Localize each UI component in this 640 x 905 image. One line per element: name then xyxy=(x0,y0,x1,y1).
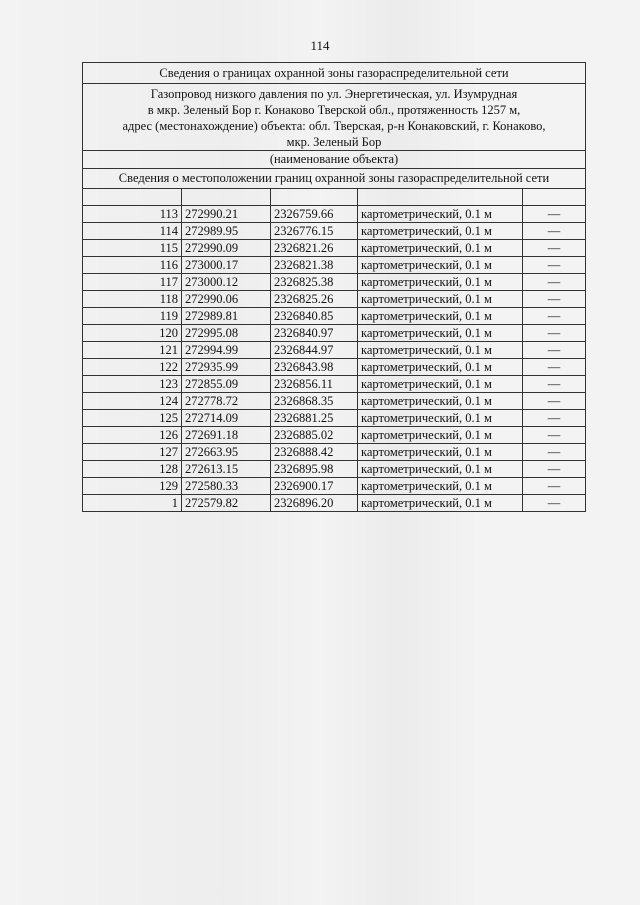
note-cell: — xyxy=(523,308,586,325)
y-coordinate-cell: 2326776.15 xyxy=(271,223,358,240)
y-coordinate-cell: 2326856.11 xyxy=(271,376,358,393)
method-cell: картометрический, 0.1 м xyxy=(358,495,523,512)
page-number: 114 xyxy=(310,38,330,53)
note-cell: — xyxy=(523,206,586,223)
x-coordinate-cell: 272935.99 xyxy=(182,359,271,376)
point-number-cell: 126 xyxy=(83,427,182,444)
y-coordinate-cell: 2326840.85 xyxy=(271,308,358,325)
x-coordinate-cell: 272989.95 xyxy=(182,223,271,240)
y-coordinate-cell: 2326881.25 xyxy=(271,410,358,427)
y-coordinate-cell: 2326896.20 xyxy=(271,495,358,512)
note-cell: — xyxy=(523,223,586,240)
table-row xyxy=(83,240,585,257)
object-line: Газопровод низкого давления по ул. Энергетическая, ул. Изумрудная xyxy=(150,87,518,101)
note-cell: — xyxy=(523,444,586,461)
note-cell: — xyxy=(523,342,586,359)
note-cell: — xyxy=(523,291,586,308)
method-cell: картометрический, 0.1 м xyxy=(358,478,523,495)
table-row xyxy=(83,274,585,291)
method-cell: картометрический, 0.1 м xyxy=(358,342,523,359)
table-row xyxy=(83,308,585,325)
x-coordinate-cell: 272989.81 xyxy=(182,308,271,325)
y-coordinate-cell: 2326825.26 xyxy=(271,291,358,308)
point-number-cell: 117 xyxy=(83,274,182,291)
point-number-cell: 127 xyxy=(83,444,182,461)
point-number-cell: 119 xyxy=(83,308,182,325)
x-coordinate-cell: 272994.99 xyxy=(182,342,271,359)
note-cell: — xyxy=(523,240,586,257)
point-number-cell: 125 xyxy=(83,410,182,427)
method-cell: картометрический, 0.1 м xyxy=(358,274,523,291)
note-cell: — xyxy=(523,495,586,512)
point-number-cell: 124 xyxy=(83,393,182,410)
table-spacer-row xyxy=(83,189,585,206)
point-number-cell: 115 xyxy=(83,240,182,257)
table-row xyxy=(83,257,585,274)
y-coordinate-cell: 2326843.98 xyxy=(271,359,358,376)
object-line: в мкр. Зеленый Бор г. Конаково Тверской обл., протяженность 1257 м, xyxy=(147,103,521,117)
note-cell: — xyxy=(523,478,586,495)
table-row xyxy=(83,206,585,223)
table-row xyxy=(83,342,585,359)
table-row xyxy=(83,427,585,444)
point-number-cell: 118 xyxy=(83,291,182,308)
section-title: Сведения о местоположении границ охранной зоны газораспределительной сети xyxy=(83,169,585,189)
point-number-cell: 121 xyxy=(83,342,182,359)
method-cell: картометрический, 0.1 м xyxy=(358,461,523,478)
x-coordinate-cell: 272613.15 xyxy=(182,461,271,478)
sheet-title: Сведения о границах охранной зоны газораспределительной сети xyxy=(83,63,585,84)
y-coordinate-cell: 2326885.02 xyxy=(271,427,358,444)
method-cell: картометрический, 0.1 м xyxy=(358,427,523,444)
x-coordinate-cell: 273000.17 xyxy=(182,257,271,274)
table-row xyxy=(83,461,585,478)
point-number-cell: 120 xyxy=(83,325,182,342)
note-cell: — xyxy=(523,410,586,427)
y-coordinate-cell: 2326821.38 xyxy=(271,257,358,274)
method-cell: картометрический, 0.1 м xyxy=(358,325,523,342)
note-cell: — xyxy=(523,461,586,478)
method-cell: картометрический, 0.1 м xyxy=(358,291,523,308)
point-number-cell: 122 xyxy=(83,359,182,376)
method-cell: картометрический, 0.1 м xyxy=(358,223,523,240)
coordinates-table xyxy=(83,189,585,511)
method-cell: картометрический, 0.1 м xyxy=(358,376,523,393)
point-number-cell: 129 xyxy=(83,478,182,495)
table-row xyxy=(83,410,585,427)
method-cell: картометрический, 0.1 м xyxy=(358,308,523,325)
x-coordinate-cell: 272691.18 xyxy=(182,427,271,444)
y-coordinate-cell: 2326759.66 xyxy=(271,206,358,223)
x-coordinate-cell: 272778.72 xyxy=(182,393,271,410)
table-row xyxy=(83,495,585,512)
method-cell: картометрический, 0.1 м xyxy=(358,240,523,257)
note-cell: — xyxy=(523,325,586,342)
x-coordinate-cell: 272990.06 xyxy=(182,291,271,308)
object-line: мкр. Зеленый Бор xyxy=(286,135,382,149)
table-row xyxy=(83,444,585,461)
method-cell: картометрический, 0.1 м xyxy=(358,257,523,274)
point-number-cell: 128 xyxy=(83,461,182,478)
y-coordinate-cell: 2326888.42 xyxy=(271,444,358,461)
y-coordinate-cell: 2326895.98 xyxy=(271,461,358,478)
point-number-cell: 113 xyxy=(83,206,182,223)
note-cell: — xyxy=(523,427,586,444)
point-number-cell: 116 xyxy=(83,257,182,274)
method-cell: картометрический, 0.1 м xyxy=(358,444,523,461)
table-row xyxy=(83,359,585,376)
table-row xyxy=(83,325,585,342)
table-row xyxy=(83,478,585,495)
object-name xyxy=(83,84,585,150)
table-row xyxy=(83,376,585,393)
object-block xyxy=(83,84,585,151)
coordinates-table-body xyxy=(83,189,585,511)
y-coordinate-cell: 2326825.38 xyxy=(271,274,358,291)
x-coordinate-cell: 272990.09 xyxy=(182,240,271,257)
x-coordinate-cell: 272855.09 xyxy=(182,376,271,393)
x-coordinate-cell: 272580.33 xyxy=(182,478,271,495)
y-coordinate-cell: 2326868.35 xyxy=(271,393,358,410)
method-cell: картометрический, 0.1 м xyxy=(358,206,523,223)
point-number-cell: 123 xyxy=(83,376,182,393)
note-cell: — xyxy=(523,393,586,410)
x-coordinate-cell: 272995.08 xyxy=(182,325,271,342)
x-coordinate-cell: 273000.12 xyxy=(182,274,271,291)
x-coordinate-cell: 272714.09 xyxy=(182,410,271,427)
method-cell: картометрический, 0.1 м xyxy=(358,393,523,410)
table-row xyxy=(83,393,585,410)
x-coordinate-cell: 272579.82 xyxy=(182,495,271,512)
method-cell: картометрический, 0.1 м xyxy=(358,410,523,427)
note-cell: — xyxy=(523,257,586,274)
x-coordinate-cell: 272990.21 xyxy=(182,206,271,223)
point-number-cell: 114 xyxy=(83,223,182,240)
object-line: адрес (местонахождение) объекта: обл. Тверская, р-н Конаковский, г. Конаково, xyxy=(122,119,546,133)
method-cell: картометрический, 0.1 м xyxy=(358,359,523,376)
y-coordinate-cell: 2326821.26 xyxy=(271,240,358,257)
point-number-cell: 1 xyxy=(83,495,182,512)
note-cell: — xyxy=(523,359,586,376)
table-row xyxy=(83,223,585,240)
table-row xyxy=(83,291,585,308)
note-cell: — xyxy=(523,376,586,393)
note-cell: — xyxy=(523,274,586,291)
object-caption: (наименование объекта) xyxy=(83,151,585,169)
y-coordinate-cell: 2326900.17 xyxy=(271,478,358,495)
protection-zone-sheet xyxy=(82,62,586,512)
x-coordinate-cell: 272663.95 xyxy=(182,444,271,461)
y-coordinate-cell: 2326840.97 xyxy=(271,325,358,342)
y-coordinate-cell: 2326844.97 xyxy=(271,342,358,359)
